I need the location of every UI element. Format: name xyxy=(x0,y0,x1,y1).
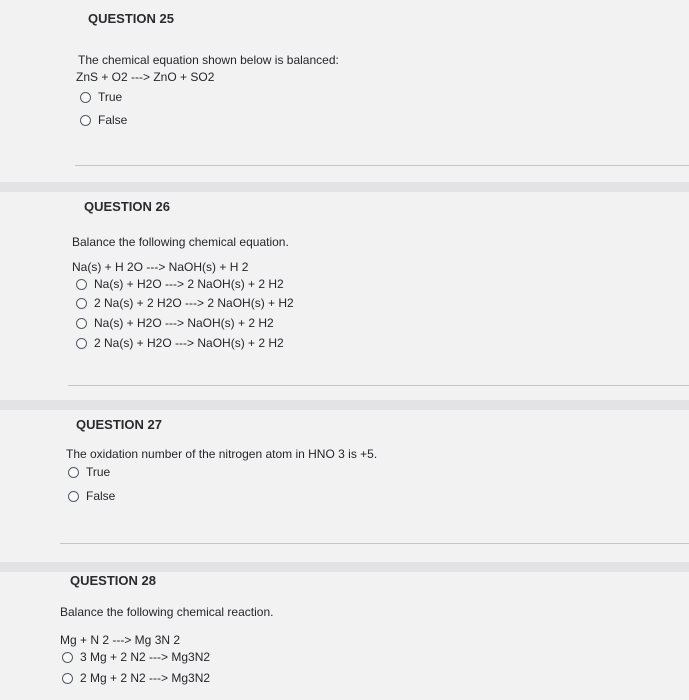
divider xyxy=(68,385,689,386)
radio-button[interactable] xyxy=(62,652,73,663)
radio-button[interactable] xyxy=(76,298,87,309)
question-28-title: QUESTION 28 xyxy=(70,573,156,588)
question-27-panel xyxy=(0,410,689,562)
question-26-title: QUESTION 26 xyxy=(84,199,170,214)
option-label: False xyxy=(86,489,116,503)
question-28-prompt: Balance the following chemical reaction. xyxy=(60,605,274,619)
question-26-equation: Na(s) + H 2O ---> NaOH(s) + H 2 xyxy=(72,260,249,274)
radio-button[interactable] xyxy=(80,92,91,103)
question-25-option-false[interactable] xyxy=(80,113,127,127)
option-label: True xyxy=(98,90,123,104)
question-25-equation: ZnS + O2 ---> ZnO + SO2 xyxy=(76,70,215,84)
divider xyxy=(60,543,689,544)
radio-button[interactable] xyxy=(76,338,87,349)
question-26-option-b[interactable] xyxy=(76,296,294,310)
question-26-option-c[interactable] xyxy=(76,316,274,330)
option-label: 3 Mg + 2 N2 ---> Mg3N2 xyxy=(80,650,211,664)
question-26-option-d[interactable] xyxy=(76,336,284,350)
question-25-option-true[interactable] xyxy=(80,90,122,104)
option-label: 2 Na(s) + H2O ---> NaOH(s) + 2 H2 xyxy=(94,336,284,350)
radio-button[interactable] xyxy=(62,673,73,684)
question-27-option-true[interactable] xyxy=(68,465,110,479)
question-25-prompt: The chemical equation shown below is balanced: xyxy=(78,53,339,67)
option-label: Na(s) + H2O ---> 2 NaOH(s) + 2 H2 xyxy=(94,277,284,291)
question-26-prompt: Balance the following chemical equation. xyxy=(72,235,289,249)
option-label: False xyxy=(98,113,128,127)
question-26-option-a[interactable] xyxy=(76,277,284,291)
question-27-title: QUESTION 27 xyxy=(76,417,162,432)
question-27-prompt: The oxidation number of the nitrogen atom in HNO 3 is +5. xyxy=(66,447,378,461)
radio-button[interactable] xyxy=(80,115,91,126)
question-28-option-a[interactable] xyxy=(62,650,210,664)
option-label: 2 Mg + 2 N2 ---> Mg3N2 xyxy=(80,671,211,685)
separator-band xyxy=(0,182,689,192)
radio-button[interactable] xyxy=(68,491,79,502)
radio-button[interactable] xyxy=(76,318,87,329)
separator-band xyxy=(0,562,689,572)
separator-band xyxy=(0,400,689,410)
divider xyxy=(75,165,689,166)
option-label: Na(s) + H2O ---> NaOH(s) + 2 H2 xyxy=(94,316,274,330)
question-25-title: QUESTION 25 xyxy=(88,11,174,26)
option-label: True xyxy=(86,465,111,479)
option-label: 2 Na(s) + 2 H2O ---> 2 NaOH(s) + H2 xyxy=(94,296,294,310)
question-28-equation: Mg + N 2 ---> Mg 3N 2 xyxy=(60,633,181,647)
question-27-option-false[interactable] xyxy=(68,489,115,503)
radio-button[interactable] xyxy=(76,279,87,290)
question-28-option-b[interactable] xyxy=(62,671,210,685)
radio-button[interactable] xyxy=(68,467,79,478)
